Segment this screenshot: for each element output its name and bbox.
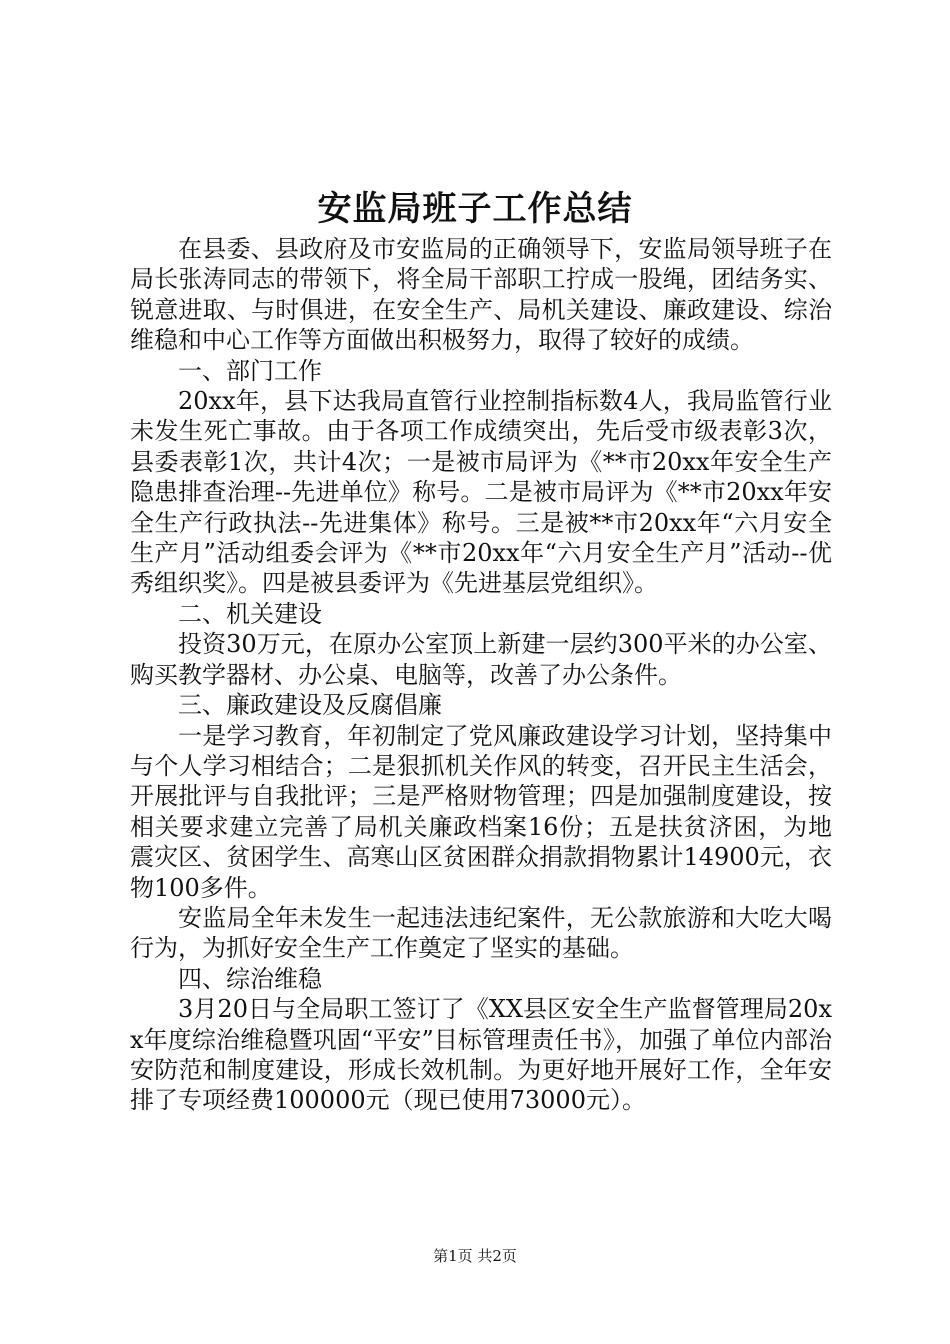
paragraph-section-3b: 安监局全年未发生一起违法违纪案件，无公款旅游和大吃大喝行为，为抓好安全生产工作奠定了坚实的基础。 xyxy=(130,903,832,963)
paragraph-section-2: 投资30万元，在原办公室顶上新建一层约300平米的办公室、购买教学器材、办公桌、电脑等，改善了办公条件。 xyxy=(130,630,832,689)
document-title: 安监局班子工作总结 xyxy=(317,189,633,229)
section-heading-4: 四、综治维稳 xyxy=(178,964,322,993)
section-heading-1: 一、部门工作 xyxy=(178,356,322,385)
paragraph-section-4: 3月20日与全局职工签订了《XX县区安全生产监督管理局20xx年度综治维稳暨巩固“平安”目标管理责任书》，加强了单位内部治安防范和制度建设，形成长效机制。为更好地开展好工作，全年安排了专项经费100000元（现已使用73000元）。 xyxy=(130,995,832,1115)
paragraph-section-1: 20xx年，县下达我局直管行业控制指标数4人，我局监管行业未发生死亡事故。由于各项工作成绩突出，先后受市级表彰3次，县委表彰1次，共计4次；一是被市局评为《**市20xx年安全生产隐患排查治理--先进单位》称号。二是被市局评为《**市20xx年安全生产行政执法--先进集体》称号。三是被**市20xx年“六月安全生产月”活动组委会评为《**市20xx年“六月安全生产月”活动--优秀组织奖》。四是被县委评为《先进基层党组织》。 xyxy=(130,387,832,598)
paragraph-section-3a: 一是学习教育，年初制定了党风廉政建设学习计划，坚持集中与个人学习相结合；二是狠抓机关作风的转变，召开民主生活会，开展批评与自我批评；三是严格财物管理；四是加强制度建设，按相关要求建立完善了局机关廉政档案16份；五是扶贫济困，为地震灾区、贫困学生、高寒山区贫困群众捐款捐物累计14900元，衣物100多件。 xyxy=(130,721,832,902)
paragraph-intro: 在县委、县政府及市安监局的正确领导下，安监局领导班子在局长张涛同志的带领下，将全局干部职工拧成一股绳，团结务实、锐意进取、与时俱进，在安全生产、局机关建设、廉政建设、综治维稳和中心工作等方面做出积极努力，取得了较好的成绩。 xyxy=(130,235,832,355)
section-heading-3: 三、廉政建设及反腐倡廉 xyxy=(178,691,442,720)
document-body xyxy=(130,234,832,1116)
section-heading-2: 二、机关建设 xyxy=(178,599,322,628)
page-number-footer: 第1页 共2页 xyxy=(433,1247,517,1265)
